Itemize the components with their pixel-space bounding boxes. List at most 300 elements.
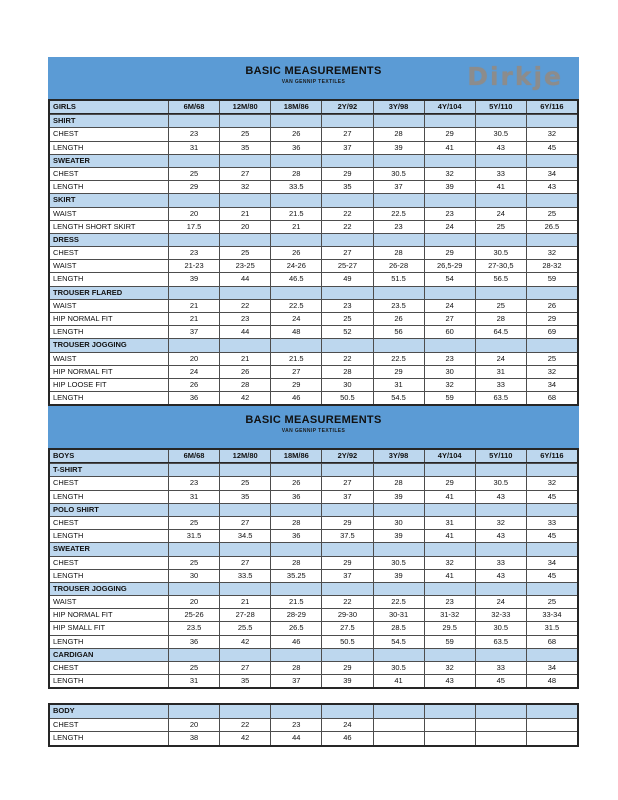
value-cell [373,719,424,731]
value-cell: 26 [526,300,577,312]
value-cell: 36 [270,142,321,154]
value-cell: 21 [168,313,219,325]
section-row [50,338,577,351]
value-cell: 21 [219,208,270,220]
value-cell: 25 [219,128,270,140]
size-column-header: 3Y/98 [373,101,424,113]
table-title-header [48,406,579,448]
section-empty-cell [168,115,219,127]
value-cell: 30.5 [373,662,424,674]
value-cell: 46 [270,392,321,404]
section-empty-cell [270,583,321,595]
section-empty-cell [270,543,321,555]
row-label: LENGTH [53,570,84,580]
value-cell: 28 [321,366,372,378]
section-empty-cell [168,649,219,661]
value-cell: 33-34 [526,609,577,621]
section-empty-cell [219,649,270,661]
section-empty-cell [424,194,475,206]
value-cell: 32 [424,168,475,180]
section-empty-cell [475,649,526,661]
section-empty-cell [270,339,321,351]
section-row [50,154,577,167]
value-cell: 43 [475,142,526,154]
table-name-cell: BOYS [53,451,75,460]
value-cell: 39 [321,675,372,687]
value-cell: 32 [424,557,475,569]
section-label: DRESS [53,234,79,244]
value-cell: 30 [424,366,475,378]
measurement-row [50,529,577,542]
value-cell: 29 [270,379,321,391]
measurement-row [50,272,577,285]
value-cell: 29 [424,128,475,140]
value-cell: 31-32 [424,609,475,621]
value-cell: 39 [424,181,475,193]
measurement-row [50,378,577,391]
section-label: SHIRT [53,116,76,126]
value-cell: 54 [424,273,475,285]
value-cell: 25 [168,557,219,569]
section-empty-cell [270,287,321,299]
value-cell: 27 [219,557,270,569]
size-column-header: 3Y/98 [373,450,424,462]
section-empty-cell [168,287,219,299]
value-cell: 20 [168,353,219,365]
measurement-row [50,621,577,634]
value-cell: 68 [526,392,577,404]
row-label: LENGTH [53,274,84,284]
size-column-header: 2Y/92 [321,101,372,113]
value-cell: 31 [424,517,475,529]
value-cell: 25 [168,168,219,180]
measurement-row [50,635,577,648]
section-label: CARDIGAN [53,649,94,659]
value-cell: 45 [475,675,526,687]
value-cell: 34 [526,168,577,180]
row-label: WAIST [53,597,77,607]
value-cell: 37 [270,675,321,687]
measurement-row [50,476,577,489]
measurement-row [50,365,577,378]
value-cell: 29 [424,247,475,259]
size-column-header: 18M/86 [270,450,321,462]
size-column-header: 4Y/104 [424,450,475,462]
value-cell [475,732,526,744]
section-empty-cell [270,649,321,661]
value-cell: 44 [219,326,270,338]
value-cell: 39 [373,491,424,503]
value-cell [424,719,475,731]
value-cell: 29 [321,557,372,569]
value-cell: 32 [526,477,577,489]
value-cell: 64.5 [475,326,526,338]
section-empty-cell [475,234,526,246]
section-empty-cell [373,649,424,661]
value-cell: 32 [219,181,270,193]
value-cell: 28 [270,517,321,529]
value-cell: 30.5 [475,247,526,259]
value-cell: 56 [373,326,424,338]
value-cell: 51.5 [373,273,424,285]
value-cell: 35 [219,142,270,154]
row-label: LENGTH [53,327,84,337]
size-column-header: 6M/68 [168,450,219,462]
value-cell: 26,5-29 [424,260,475,272]
value-cell: 37 [321,570,372,582]
value-cell: 27 [424,313,475,325]
value-cell: 28-32 [526,260,577,272]
value-cell: 29 [373,366,424,378]
value-cell: 33.5 [219,570,270,582]
value-cell: 21.5 [270,353,321,365]
value-cell: 23.5 [168,622,219,634]
value-cell: 25 [168,517,219,529]
dirkje-logo: Dirkje [467,62,563,91]
size-column-header: 18M/86 [270,101,321,113]
value-cell: 26 [270,247,321,259]
section-empty-cell [321,155,372,167]
value-cell: 30 [373,517,424,529]
section-empty-cell [373,115,424,127]
measurement-row [50,516,577,529]
value-cell: 23 [373,221,424,233]
value-cell: 35 [219,675,270,687]
row-label: HIP LOOSE FIT [53,379,107,389]
value-cell: 27 [321,128,372,140]
value-cell: 29 [321,168,372,180]
value-cell: 21 [270,221,321,233]
value-cell: 35.25 [270,570,321,582]
value-cell: 27-28 [219,609,270,621]
value-cell: 46 [270,636,321,648]
section-empty-cell [373,464,424,476]
value-cell: 63.5 [475,636,526,648]
value-cell: 27-30,5 [475,260,526,272]
value-cell: 25 [526,596,577,608]
body-table-sheet [48,703,579,747]
value-cell: 26 [219,366,270,378]
value-cell: 36 [168,636,219,648]
section-row [50,463,577,476]
value-cell: 30.5 [475,622,526,634]
measurement-row [50,674,577,687]
value-cell: 23 [168,128,219,140]
row-label: HIP NORMAL FIT [53,314,113,323]
value-cell: 37.5 [321,530,372,542]
section-empty-cell [270,705,321,718]
measurement-row [50,608,577,621]
value-cell: 32 [526,128,577,140]
value-cell: 68 [526,636,577,648]
size-column-header: 6Y/116 [526,101,577,113]
size-header-row [50,450,577,463]
value-cell: 25-27 [321,260,372,272]
section-empty-cell [321,464,372,476]
value-cell: 20 [168,208,219,220]
value-cell: 54.5 [373,636,424,648]
row-label: CHEST [53,248,79,258]
value-cell: 25 [168,662,219,674]
section-empty-cell [321,504,372,516]
value-cell: 37 [321,142,372,154]
section-empty-cell [373,155,424,167]
value-cell: 21.5 [270,208,321,220]
section-empty-cell [526,155,577,167]
measurement-row [50,259,577,272]
value-cell: 41 [475,181,526,193]
size-column-header: 12M/80 [219,450,270,462]
measurement-row [50,391,577,404]
value-cell: 21-23 [168,260,219,272]
section-label: SWEATER [53,544,90,554]
measurement-row [50,325,577,338]
row-label: HIP NORMAL FIT [53,366,113,376]
section-row [50,233,577,246]
value-cell: 29.5 [424,622,475,634]
value-cell: 31 [168,491,219,503]
value-cell: 26 [270,477,321,489]
section-empty-cell [219,287,270,299]
value-cell: 29 [526,313,577,325]
section-row [50,705,577,718]
value-cell: 22.5 [373,208,424,220]
section-empty-cell [475,339,526,351]
value-cell: 45 [526,491,577,503]
value-cell: 45 [526,570,577,582]
value-cell [526,719,577,731]
value-cell: 30 [168,570,219,582]
value-cell: 37 [373,181,424,193]
value-cell: 36 [270,491,321,503]
value-cell: 36 [168,392,219,404]
section-empty-cell [219,705,270,718]
value-cell: 49 [321,273,372,285]
section-label: SKIRT [53,195,76,205]
section-empty-cell [424,234,475,246]
section-empty-cell [321,649,372,661]
row-label: CHEST [53,517,79,527]
section-empty-cell [219,194,270,206]
value-cell: 34.5 [219,530,270,542]
value-cell: 30 [321,379,372,391]
section-empty-cell [321,194,372,206]
size-column-header: 2Y/92 [321,450,372,462]
section-empty-cell [321,287,372,299]
row-label: CHEST [53,478,79,488]
section-empty-cell [321,115,372,127]
measurement-row [50,127,577,140]
section-row [50,286,577,299]
section-empty-cell [526,705,577,718]
section-empty-cell [168,155,219,167]
section-empty-cell [424,115,475,127]
value-cell: 30.5 [373,168,424,180]
section-empty-cell [526,504,577,516]
value-cell: 32 [424,379,475,391]
size-column-header: 5Y/110 [475,101,526,113]
section-row [50,582,577,595]
value-cell: 29 [321,662,372,674]
value-cell: 42 [219,636,270,648]
row-label: LENGTH [53,733,84,743]
section-empty-cell [168,464,219,476]
value-cell: 22 [321,208,372,220]
value-cell: 46.5 [270,273,321,285]
section-empty-cell [270,155,321,167]
section-empty-cell [424,705,475,718]
section-empty-cell [219,504,270,516]
value-cell: 45 [526,530,577,542]
value-cell: 31 [168,142,219,154]
value-cell: 44 [270,732,321,744]
value-cell: 20 [168,719,219,731]
measurement-row [50,180,577,193]
value-cell: 24 [475,208,526,220]
value-cell: 25 [321,313,372,325]
section-empty-cell [270,194,321,206]
section-empty-cell [321,705,372,718]
row-label: CHEST [53,557,79,567]
value-cell: 28-29 [270,609,321,621]
table-title-header [48,57,579,99]
value-cell: 23 [424,596,475,608]
value-cell: 29 [424,477,475,489]
section-empty-cell [373,194,424,206]
section-empty-cell [475,705,526,718]
value-cell: 28 [373,477,424,489]
value-cell: 41 [424,491,475,503]
section-empty-cell [373,339,424,351]
table-subtitle: VAN GENNIP TEXTILES [281,79,346,85]
section-empty-cell [424,155,475,167]
value-cell: 36 [270,530,321,542]
value-cell: 23 [424,353,475,365]
row-label: CHEST [53,663,79,672]
value-cell: 43 [475,570,526,582]
girls-sheet [48,57,579,406]
section-label: T-SHIRT [53,465,83,475]
value-cell: 42 [219,732,270,744]
table-title: BASIC MEASUREMENTS [245,65,382,77]
value-cell: 35 [321,181,372,193]
section-empty-cell [373,287,424,299]
row-label: LENGTH [53,491,84,501]
section-empty-cell [475,155,526,167]
measurement-row [50,312,577,325]
value-cell: 33 [475,168,526,180]
value-cell: 25 [219,247,270,259]
value-cell: 59 [424,636,475,648]
value-cell: 33 [475,379,526,391]
size-column-header: 6M/68 [168,101,219,113]
section-label: SWEATER [53,155,90,165]
section-empty-cell [526,464,577,476]
value-cell: 21 [219,596,270,608]
row-label: CHEST [53,168,79,178]
section-empty-cell [424,339,475,351]
measurement-row [50,490,577,503]
row-label: LENGTH [53,182,84,192]
section-empty-cell [219,115,270,127]
section-empty-cell [526,234,577,246]
section-empty-cell [168,583,219,595]
value-cell: 21.5 [270,596,321,608]
value-cell: 20 [219,221,270,233]
value-cell: 59 [424,392,475,404]
value-cell: 39 [168,273,219,285]
section-empty-cell [168,543,219,555]
value-cell: 23 [321,300,372,312]
value-cell: 27 [219,662,270,674]
size-column-header: 12M/80 [219,101,270,113]
value-cell: 41 [424,530,475,542]
section-empty-cell [424,287,475,299]
size-column-header: 5Y/110 [475,450,526,462]
value-cell: 22.5 [373,353,424,365]
row-label: HIP NORMAL FIT [53,610,113,620]
value-cell: 31 [475,366,526,378]
row-label: LENGTH [53,531,84,541]
section-empty-cell [475,194,526,206]
value-cell: 37 [168,326,219,338]
table-name-cell: GIRLS [53,102,76,111]
value-cell: 32-33 [475,609,526,621]
value-cell: 50.5 [321,392,372,404]
value-cell: 22 [321,221,372,233]
section-empty-cell [219,339,270,351]
value-cell: 28 [270,662,321,674]
measurement-row [50,595,577,608]
value-cell: 22 [219,300,270,312]
value-cell: 23.5 [373,300,424,312]
value-cell: 27 [321,247,372,259]
value-cell: 33 [475,557,526,569]
value-cell: 43 [475,530,526,542]
value-cell: 17.5 [168,221,219,233]
value-cell: 25 [526,353,577,365]
value-cell: 25-26 [168,609,219,621]
value-cell: 37 [321,491,372,503]
section-empty-cell [219,464,270,476]
size-header-row [50,101,577,114]
boys-sheet [48,406,579,689]
row-label: WAIST [53,261,77,271]
value-cell: 33 [526,517,577,529]
value-cell: 43 [475,491,526,503]
section-empty-cell [526,115,577,127]
section-empty-cell [219,543,270,555]
value-cell: 24 [321,719,372,731]
row-label: LENGTH SHORT SKIRT [53,221,136,231]
value-cell: 38 [168,732,219,744]
value-cell [526,732,577,744]
section-empty-cell [475,504,526,516]
value-cell: 31.5 [526,622,577,634]
value-cell: 22.5 [373,596,424,608]
value-cell: 56.5 [475,273,526,285]
section-empty-cell [321,583,372,595]
body-table-measurement-grid [48,703,579,747]
value-cell: 63.5 [475,392,526,404]
value-cell: 28 [475,313,526,325]
value-cell: 60 [424,326,475,338]
value-cell: 59 [526,273,577,285]
value-cell: 27.5 [321,622,372,634]
section-empty-cell [475,543,526,555]
section-empty-cell [424,649,475,661]
measurement-row [50,207,577,220]
